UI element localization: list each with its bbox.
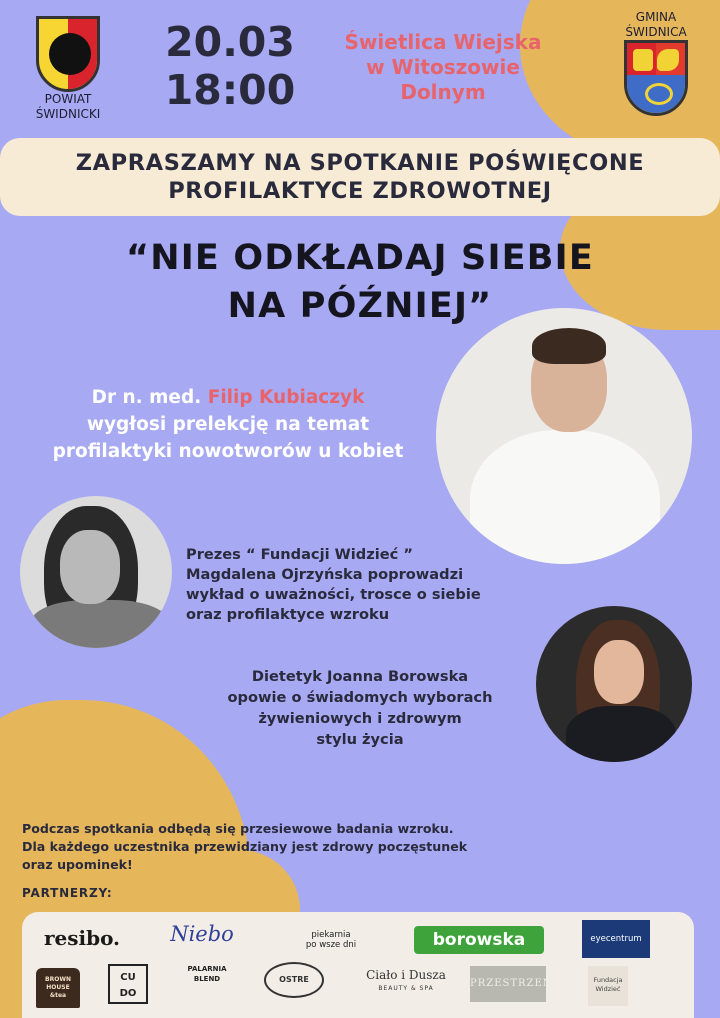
cudo-logo [108,964,148,1004]
invitation-line-2: PROFILAKTYCE ZDROWOTNEJ [168,178,552,204]
info-line-3: oraz upominek! [22,857,133,872]
gmina-label-line-1: GMINA [635,10,677,24]
cialo-logo-subtitle: BEAUTY & SPA [378,985,434,992]
speaker-1-name: Filip Kubiaczyk [207,387,365,408]
brown-logo-line-2: HOUSE [46,984,70,991]
speaker-photo-joanna-borowska [536,606,692,762]
speaker-2-line-2: Magdalena Ojrzyńska poprowadzi [186,566,464,583]
speaker-1-line-2: wygłosi prelekcję na temat [86,414,370,435]
partners-heading: PARTNERZY: [22,886,113,900]
invitation-line-1: ZAPRASZAMY NA SPOTKANIE POŚWIĘCONE [75,150,645,176]
przestrzen-logo: PRZESTRZEŃ [470,966,546,1002]
powiat-crest [22,16,114,122]
cudo-logo-line-2: DO [119,988,137,999]
palarnia-logo-line-1: PALARNIA [187,965,227,973]
slogan-line-1: “NIE ODKŁADAJ SIEBIE [126,238,594,278]
invitation-banner [0,138,720,216]
brown-house-tea-logo [36,968,80,1008]
event-venue [312,30,574,105]
niebo-logo: Niebo [170,922,234,946]
speaker-2-line-1: Prezes “ Fundacji Widzieć ” [186,546,413,563]
brown-logo-line-3: &tea [49,992,67,999]
info-line-1: Podczas spotkania odbędą się przesiewowe badania wzroku. [22,821,454,836]
cudo-logo-line-1: CU [120,972,136,983]
cialo-logo-name: Ciało i Dusza [366,968,446,982]
piekarnia-logo [286,930,376,950]
venue-line-3: Dolnym [400,80,486,104]
speaker-2-line-3: wykład o uważności, trosce o siebie [186,586,481,603]
speaker-3-line-4: stylu życia [316,731,404,748]
slogan-line-2: NA PÓŹNIEJ” [227,286,493,326]
fundacja-logo-line-1: Fundacja [593,976,623,984]
palarnia-blend-logo [172,964,242,984]
event-date: 20.03 [165,18,295,66]
speaker-photo-filip-kubiaczyk [436,308,692,564]
powiat-label-line-1: POWIAT [44,92,92,106]
partners-strip [22,912,694,1018]
piekarnia-logo-line-1: piekarnia [311,930,351,940]
event-datetime [150,18,310,114]
eyecentrum-logo: eyecentrum [582,920,650,958]
venue-line-1: Świetlica Wiejska [344,30,542,54]
speaker-3-line-1: Dietetyk Joanna Borowska [251,668,469,685]
gmina-coat-of-arms-icon [624,40,688,116]
venue-line-2: w Witoszowie [366,55,520,79]
speaker-3-line-2: opowie o świadomych wyborach [227,689,493,706]
ostre-sushi-logo: OSTRE [264,962,324,998]
resibo-logo: resibo. [43,926,121,950]
gmina-label-line-2: ŚWIDNICA [625,25,687,39]
speaker-2-line-4: oraz profilaktyce wzroku [186,606,390,623]
speaker-1-line-1 [16,384,440,411]
gmina-crest [606,10,706,116]
cialo-i-dusza-logo [358,968,454,996]
palarnia-logo-line-2: BLEND [193,975,221,983]
speaker-1-line-3: profilaktyki nowotworów u kobiet [52,441,404,462]
borowska-logo: borowska [414,926,544,954]
brown-logo-line-1: BROWN [45,976,71,983]
fundacja-widziec-logo [588,966,628,1006]
event-info [22,820,542,874]
speaker-3-line-3: żywieniowych i zdrowym [258,710,462,727]
info-line-2: Dla każdego uczestnika przewidziany jest zdrowy poczęstunek [22,839,468,854]
event-time: 18:00 [164,66,296,114]
speaker-3-description [190,666,530,750]
speaker-1-description [16,384,440,465]
speaker-2-description [186,545,546,625]
fundacja-logo-line-2: Widzieć [595,985,621,993]
piekarnia-logo-line-2: po wsze dni [305,940,357,950]
speaker-photo-magdalena-ojrzynska [20,496,172,648]
eagle-coat-of-arms-icon [36,16,100,92]
speaker-1-title: Dr n. med. [91,387,208,408]
powiat-label-line-2: ŚWIDNICKI [35,107,101,121]
